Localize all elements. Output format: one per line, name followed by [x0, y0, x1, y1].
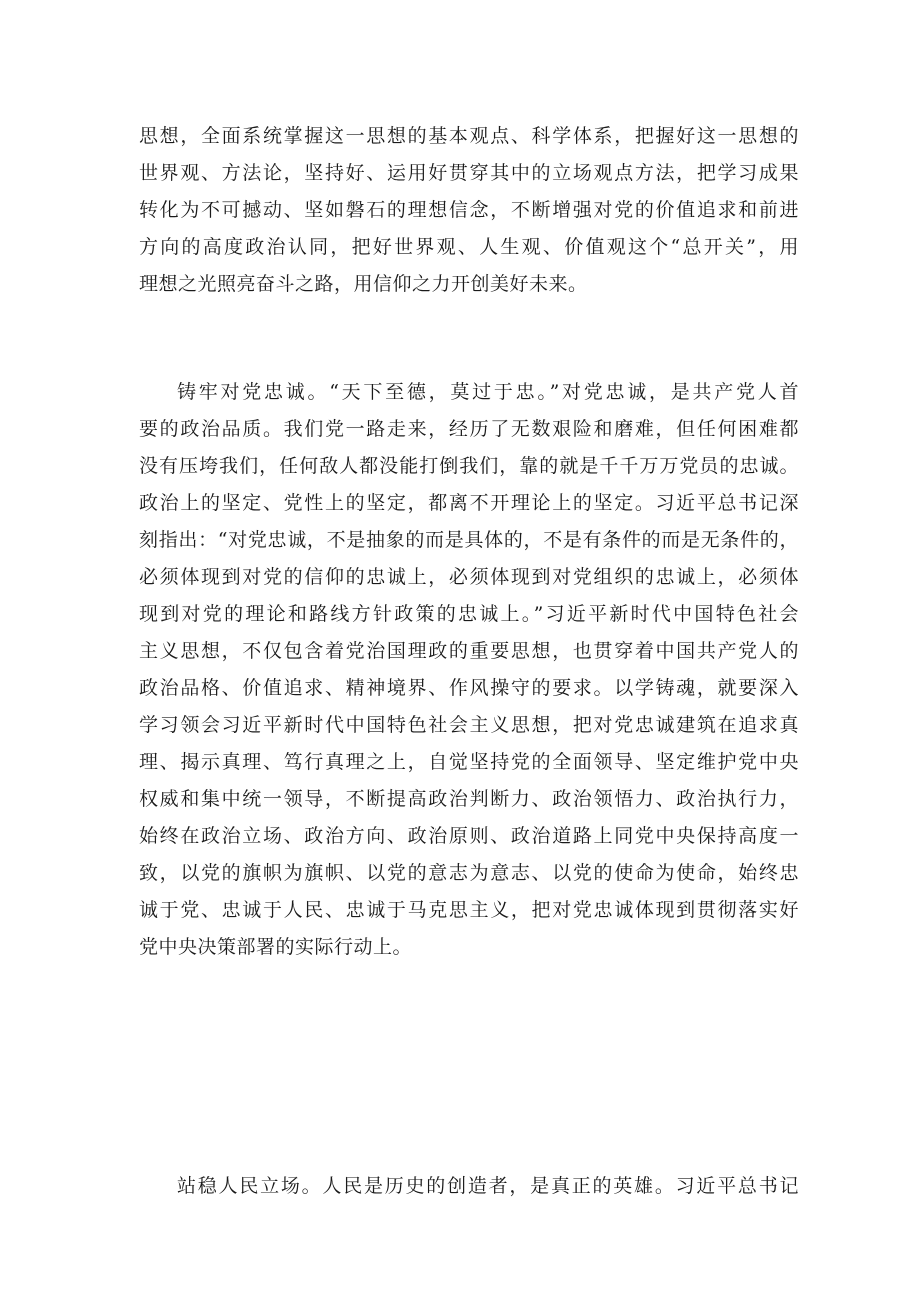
text-line: 要的政治品质。我们党一路走来，经历了无数艰险和磨难，但任何困难都 [139, 418, 799, 440]
text-line: 转化为不可撼动、坚如磐石的理想信念，不断增强对党的价值追求和前进 [139, 199, 799, 221]
text-line: 政治品格、价值追求、精神境界、作风操守的要求。以学铸魂，就要深入 [139, 677, 799, 699]
text-line: 主义思想，不仅包含着党治国理政的重要思想，也贯穿着中国共产党人的 [139, 640, 799, 662]
text-line: 铸牢对党忠诚。“天下至德，莫过于忠。”对党忠诚，是共产党人首 [177, 381, 799, 403]
text-line: 世界观、方法论，坚持好、运用好贯穿其中的立场观点方法，把学习成果 [139, 162, 799, 184]
text-line: 刻指出：“对党忠诚，不是抽象的而是具体的，不是有条件的而是无条件的， [139, 529, 799, 551]
text-line: 始终在政治立场、政治方向、政治原则、政治道路上同党中央保持高度一 [139, 825, 799, 847]
text-line: 权威和集中统一领导，不断提高政治判断力、政治领悟力、政治执行力， [139, 788, 799, 810]
text-line: 理想之光照亮奋斗之路，用信仰之力开创美好未来。 [139, 273, 588, 295]
text-line: 学习领会习近平新时代中国特色社会主义思想，把对党忠诚建筑在追求真 [139, 714, 799, 736]
paragraph-people-stance [139, 1168, 799, 1205]
text-line: 没有压垮我们，任何敌人都没能打倒我们，靠的就是千千万万党员的忠诚。 [139, 455, 799, 477]
text-line: 致，以党的旗帜为旗帜、以党的意志为意志、以党的使命为使命，始终忠 [139, 862, 799, 884]
text-line: 思想，全面系统掌握这一思想的基本观点、科学体系，把握好这一思想的 [139, 125, 799, 147]
text-line: 诚于党、忠诚于人民、忠诚于马克思主义，把对党忠诚体现到贯彻落实好 [139, 899, 799, 921]
text-line: 党中央决策部署的实际行动上。 [139, 936, 413, 958]
text-line: 政治上的坚定、党性上的坚定，都离不开理论上的坚定。习近平总书记深 [139, 492, 799, 514]
paragraph-loyalty-to-party [139, 374, 799, 966]
text-line: 必须体现到对党的信仰的忠诚上，必须体现到对党组织的忠诚上，必须体 [139, 566, 799, 588]
text-line: 方向的高度政治认同，把好世界观、人生观、价值观这个“总开关”，用 [139, 236, 799, 258]
text-line: 站稳人民立场。人民是历史的创造者，是真正的英雄。习近平总书记 [177, 1175, 799, 1197]
text-line: 理、揭示真理、笃行真理之上，自觉坚持党的全面领导、坚定维护党中央 [139, 751, 799, 773]
text-line: 现到对党的理论和路线方针政策的忠诚上。”习近平新时代中国特色社会 [139, 603, 799, 625]
paragraph-ideal-belief [139, 118, 799, 303]
